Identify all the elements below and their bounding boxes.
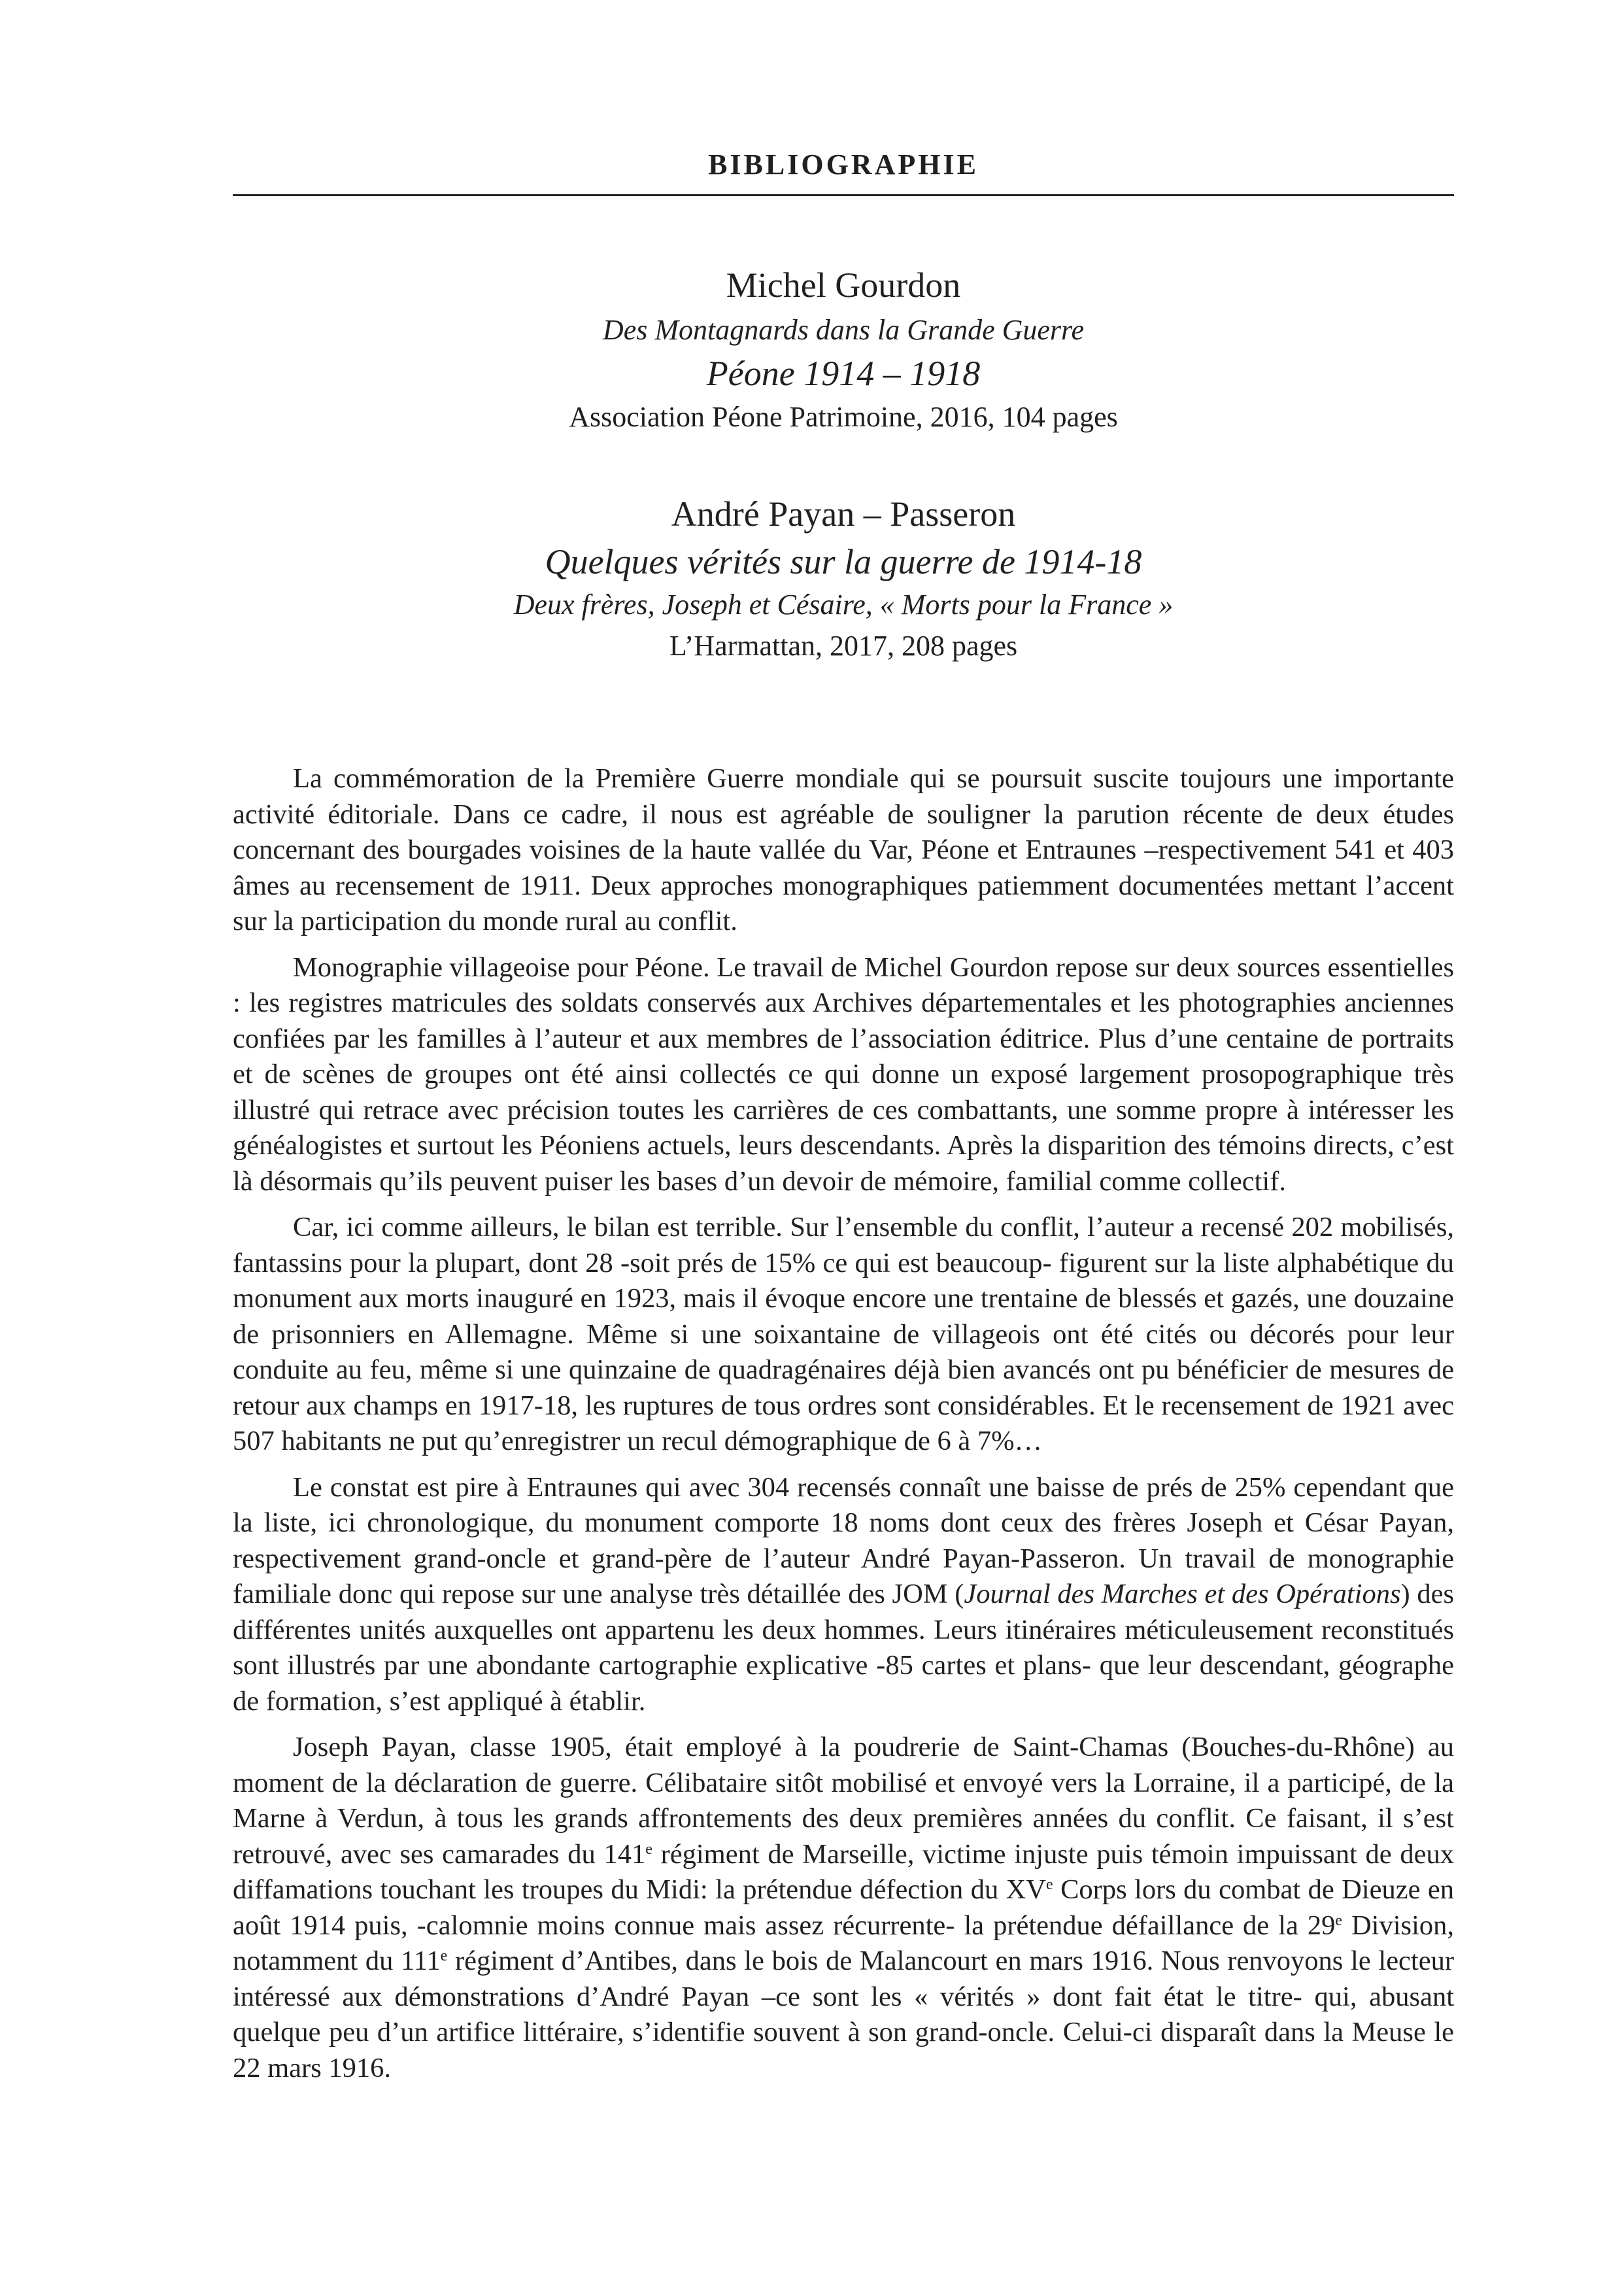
paragraph: Monographie villageoise pour Péone. Le travail de Michel Gourdon repose sur deux sources essentielles : les registres matricules des soldats conservés aux Archives départementales et les photographies anciennes confiées par les familles à l’auteur et aux membres de l’association éditrice. Plus d’une centaine de portraits et de scènes de groupes ont été ainsi collectés ce qui donne un exposé largement prosopographique très illustré qui retrace avec précision toutes les carrières de ces combattants, une somme propre à intéresser les généalogistes et surtout les Péoniens actuels, leurs descendants. Après la disparition des témoins directs, c’est là désormais qu’ils peuvent puiser les bases d’un devoir de mémoire, familial comme collectif. [233, 951, 1454, 1197]
book-reference-gourdon [233, 260, 1454, 438]
ordinal-superscript: e [1046, 1876, 1053, 1893]
paragraph [233, 1470, 1454, 1720]
paragraph-text: Division, notamment du 111 [233, 1910, 1455, 1976]
paragraph-text: régiment de Marseille, victime injuste puis témoin impuissant de deux diffamations touchant les troupes du Midi: la prétendue défection du XV [233, 1838, 1454, 1905]
paragraph-text: Corps lors du combat de Dieuze en août 1914 puis, -calomnie moins connue mais assez récurrente- la prétendue défaillance de la 29 [233, 1874, 1454, 1941]
paragraph-text: Joseph Payan, classe 1905, était employé à la poudrerie de Saint-Chamas (Bouches-du-Rhône) au moment de la déclaration de guerre. Célibataire sitôt mobilisé et envoyé vers la Lorraine, il a participé, de la Marne à Verdun, à tous les grands affrontements des deux premières années du conflit. Ce faisant, il s’est retrouvé, avec ses camarades du 141 [233, 1732, 1454, 1870]
book-author: André Payan – Passeron [671, 494, 1016, 534]
paragraph: Car, ici comme ailleurs, le bilan est terrible. Sur l’ensemble du conflit, l’auteur a recensé 202 mobilisés, fantassins pour la plupart, dont 28 -soit prés de 15% ce qui est beaucoup- figurent sur la liste alphabétique du monument aux morts inauguré en 1923, mais il évoque encore une trentaine de blessés et gazés, une douzaine de prisonniers en Allemagne. Même si une soixantaine de villageois ont été cités ou décorés pour leur conduite au feu, même si une quinzaine de quadragénaires déjà bien avancés ont pu bénéficier de mesures de retour aux champs en 1917-18, les ruptures de tous ordres sont considérables. Et le recensement de 1921 avec 507 habitants ne put qu’enregistrer un recul démographique de 6 à 7%… [233, 1212, 1454, 1456]
section-title: BIBLIOGRAPHIE [708, 148, 979, 180]
ordinal-superscript: e [1335, 1911, 1342, 1929]
book-subtitle: Des Montagnards dans la Grande Guerre [602, 314, 1085, 346]
paragraph [233, 1730, 1454, 2086]
review-body [233, 761, 1454, 2097]
book-publisher: L’Harmattan, 2017, 208 pages [669, 630, 1018, 662]
book-title: Péone 1914 – 1918 [706, 354, 981, 393]
paragraph-text: Le constat est pire à Entraunes qui avec 304 recensés connaît une baisse de prés de 25% cependant que la liste, ici chronologique, du monument comporte 18 noms dont ceux des frères Joseph et César Payan, respectivement grand-oncle et grand-père de l’auteur André Payan-Passeron. Un travail de monographie familiale donc qui repose sur une analyse très détaillée des JOM ( [233, 1471, 1454, 1609]
book-reference-payan [233, 489, 1454, 667]
book-author: Michel Gourdon [726, 266, 961, 305]
ordinal-superscript: e [440, 1947, 448, 1964]
italic-journal-title: Journal des Marches et des Opérations [964, 1579, 1401, 1609]
paragraph-text: régiment d’Antibes, dans le bois de Malancourt en mars 1916. Nous renvoyons le lecteur intéressé aux démonstrations d’André Payan –ce sont les « vérités » dont fait état le titre- qui, abusant quelque peu d’un artifice littéraire, s’identifie souvent à son grand-oncle. Celui-ci disparaît dans la Meuse le 22 mars 1916. [233, 1945, 1454, 2083]
paragraph: La commémoration de la Première Guerre mondiale qui se poursuit suscite toujours une importante activité éditoriale. Dans ce cadre, il nous est agréable de souligner la parution récente de deux études concernant des bourgades voisines de la haute vallée du Var, Péone et Entraunes –respectivement 541 et 403 âmes au recensement de 1911. Deux approches monographiques patiemment documentées mettant l’accent sur la participation du monde rural au conflit. [233, 763, 1454, 936]
ordinal-superscript: e [645, 1840, 652, 1858]
paragraph-text: ) des différentes unités auxquelles ont appartenu les deux hommes. Leurs itinéraires méticuleusement reconstitués sont illustrés par une abondante cartographie explicative -85 cartes et plans- que leur descendant, géographe de formation, s’est appliqué à établir. [233, 1579, 1454, 1717]
book-subtitle: Deux frères, Joseph et Césaire, « Morts pour la France » [513, 589, 1174, 621]
book-title: Quelques vérités sur la guerre de 1914-18 [545, 542, 1142, 581]
book-publisher: Association Péone Patrimoine, 2016, 104 pages [569, 401, 1118, 433]
title-divider [233, 194, 1454, 196]
